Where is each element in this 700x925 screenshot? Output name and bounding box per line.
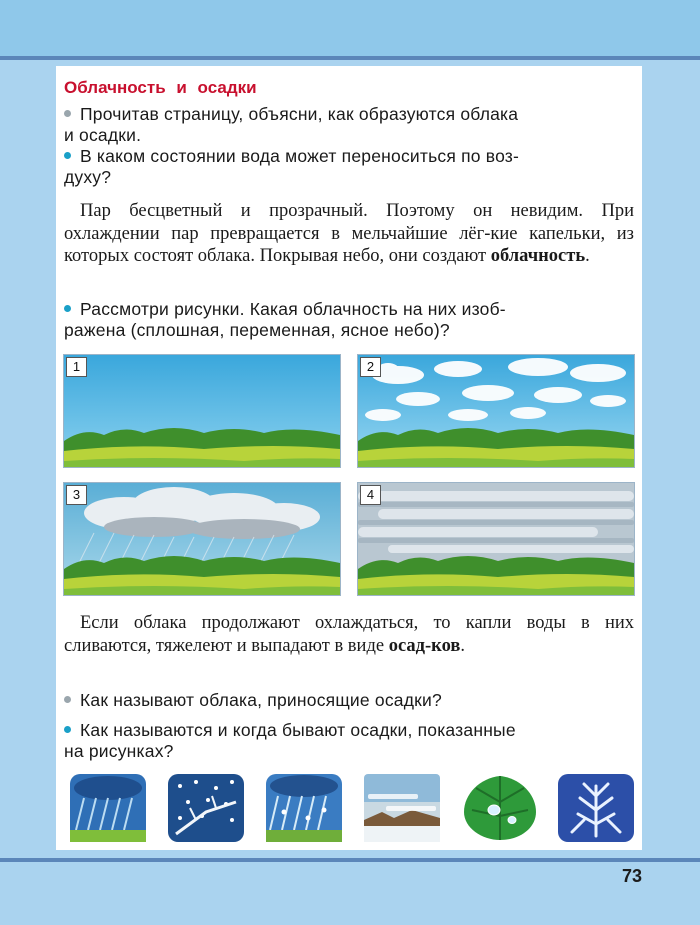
bullet-icon [64, 110, 71, 117]
question-water-state: В каком состоянии вода может переноситься по воз- духу? [64, 146, 520, 187]
scattered-clouds-landscape [358, 355, 634, 467]
page-title: Облачность и осадки [64, 78, 257, 97]
picture-number: 4 [360, 485, 381, 505]
picture-number: 1 [66, 357, 87, 377]
frost-icon [556, 772, 636, 844]
rain-icon [68, 772, 148, 844]
question-precipitation-types: Как называются и когда бывают осадки, показанные на рисунках? [64, 720, 516, 761]
precipitation-icons-row [68, 772, 636, 844]
paragraph-cloudiness: Пар бесцветный и прозрачный. Поэтому он невидим. При охлаждении пар превращается в мельчайшие лёг-кие капельки, из которых состоят облака. Покрывая небо, они создают облачность. [64, 201, 634, 266]
question-look-pictures: Рассмотри рисунки. Какая облачность на них изоб- ражена (сплошная, переменная, ясное небо)? [64, 299, 506, 340]
term-precipitation: осад-ков [388, 635, 461, 656]
dew-icon [460, 772, 540, 844]
clear-sky-landscape [64, 355, 340, 467]
picture-rain-cloud [63, 482, 341, 596]
picture-number: 2 [360, 357, 381, 377]
bullet-icon [64, 152, 71, 159]
picture-clear-sky [63, 354, 341, 468]
page-number: 73 [621, 866, 642, 886]
paragraph-precipitation: Если облака продолжают охлаждаться, то капли воды в них сливаются, тяжелеют и выпадают в виде осад-ков. [64, 613, 634, 656]
picture-scattered-clouds [357, 354, 635, 468]
picture-overcast [357, 482, 635, 596]
rain-cloud-landscape [64, 483, 340, 595]
bullet-icon [64, 696, 71, 703]
textbook-page [56, 66, 642, 850]
bullet-icon [64, 726, 71, 733]
question-explain-clouds: Прочитав страницу, объясни, как образуются облака и осадки. [64, 104, 519, 145]
top-decorative-band [0, 0, 700, 56]
snow-icon [166, 772, 246, 844]
picture-number: 3 [66, 485, 87, 505]
bottom-decorative-band [0, 858, 700, 925]
term-cloudiness: облачность [490, 246, 586, 266]
bullet-icon [64, 305, 71, 312]
overcast-sky-landscape [358, 483, 634, 595]
question-rain-clouds: Как называют облака, приносящие осадки? [64, 690, 634, 711]
fog-icon [362, 772, 442, 844]
hail-icon [264, 772, 344, 844]
